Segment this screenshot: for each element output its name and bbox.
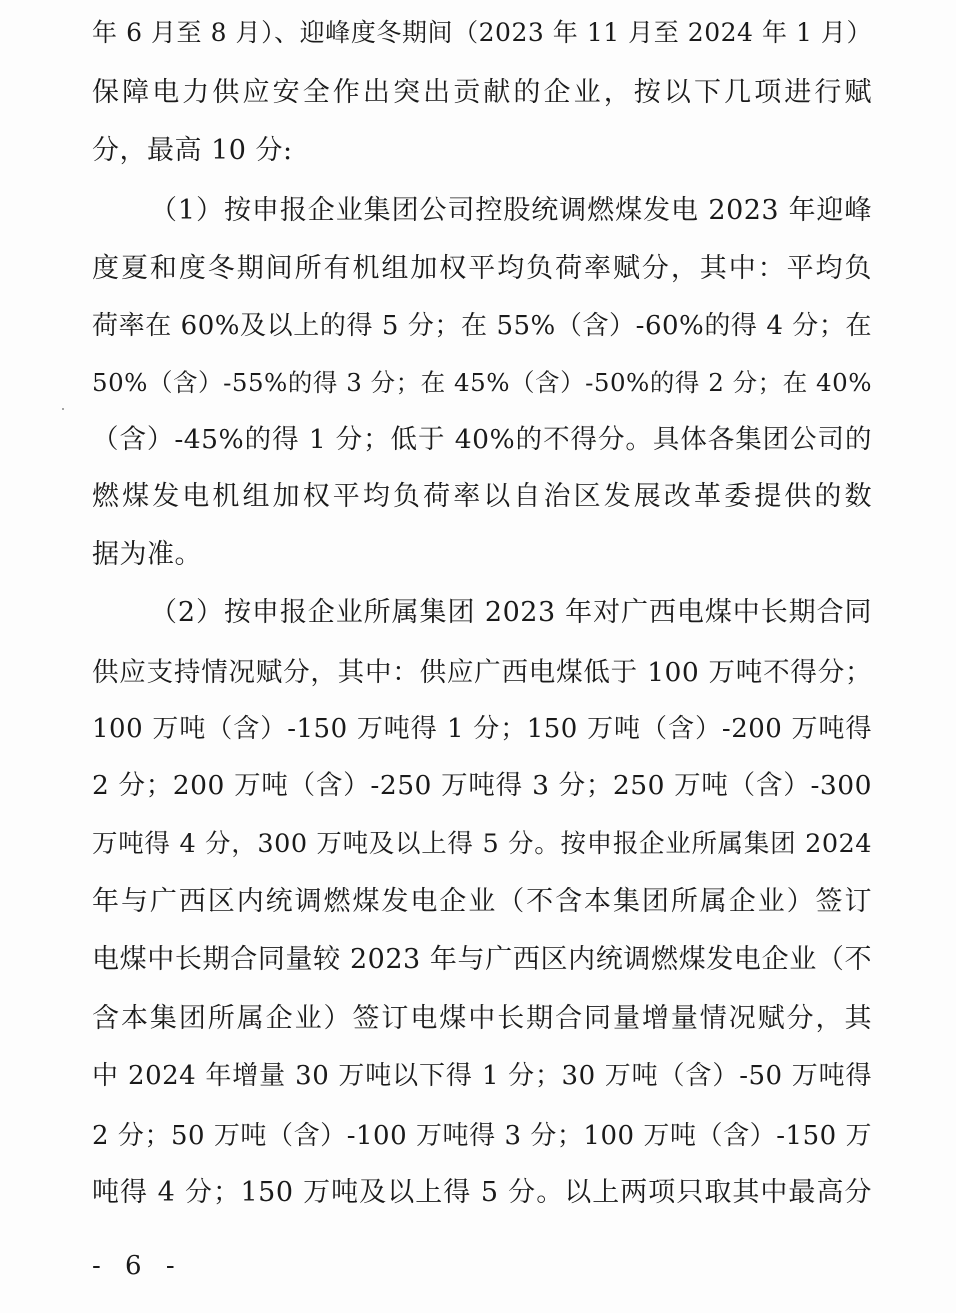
text-line: 燃煤发电机组加权平均负荷率以自治区发展改革委提供的数 (92, 481, 872, 512)
text-line: 中 2024 年增量 30 万吨以下得 1 分；30 万吨（含）-50 万吨得 (92, 1061, 872, 1091)
text-line: 电煤中长期合同量较 2023 年与广西区内统调燃煤发电企业（不 (92, 944, 872, 975)
text-line: （含）-45%的得 1 分；低于 40%的不得分。具体各集团公司的 (92, 424, 872, 455)
text-line: 度夏和度冬期间所有机组加权平均负荷率赋分，其中：平均负 (92, 253, 872, 284)
text-line: 保障电力供应安全作出突出贡献的企业，按以下几项进行赋 (92, 77, 872, 108)
text-line: 荷率在 60%及以上的得 5 分；在 55%（含）-60%的得 4 分；在 (92, 311, 872, 341)
text-line: 分，最高 10 分: (92, 135, 293, 166)
text-line: 2 分；200 万吨（含）-250 万吨得 3 分；250 万吨（含）-300 (92, 770, 872, 801)
text-line: 万吨得 4 分，300 万吨及以上得 5 分。按申报企业所属集团 2024 (92, 829, 872, 859)
text-line: 2 分；50 万吨（含）-100 万吨得 3 分；100 万吨（含）-150 万 (92, 1121, 872, 1151)
text-line: 年与广西区内统调燃煤发电企业（不含本集团所属企业）签订 (92, 886, 872, 917)
text-line: 供应支持情况赋分，其中：供应广西电煤低于 100 万吨不得分； (92, 657, 872, 688)
paragraph-1-first-line: （1）按申报企业集团公司控股统调燃煤发电 2023 年迎峰 (150, 195, 872, 226)
text-line: 含本集团所属企业）签订电煤中长期合同量增量情况赋分，其 (92, 1003, 872, 1034)
text-line: 据为准。 (92, 539, 202, 570)
text-line: 年 6 月至 8 月）、迎峰度冬期间（2023 年 11 月至 2024 年 1 月） (92, 18, 872, 47)
scan-speck (62, 408, 64, 410)
page-number: - 6 - (92, 1251, 183, 1281)
text-line: 100 万吨（含）-150 万吨得 1 分；150 万吨（含）-200 万吨得 (92, 714, 872, 744)
text-line: 吨得 4 分；150 万吨及以上得 5 分。以上两项只取其中最高分 (92, 1177, 872, 1208)
paragraph-2-first-line: （2）按申报企业所属集团 2023 年对广西电煤中长期合同 (150, 597, 872, 628)
text-line: 50%（含）-55%的得 3 分；在 45%（含）-50%的得 2 分；在 40% (92, 368, 872, 397)
